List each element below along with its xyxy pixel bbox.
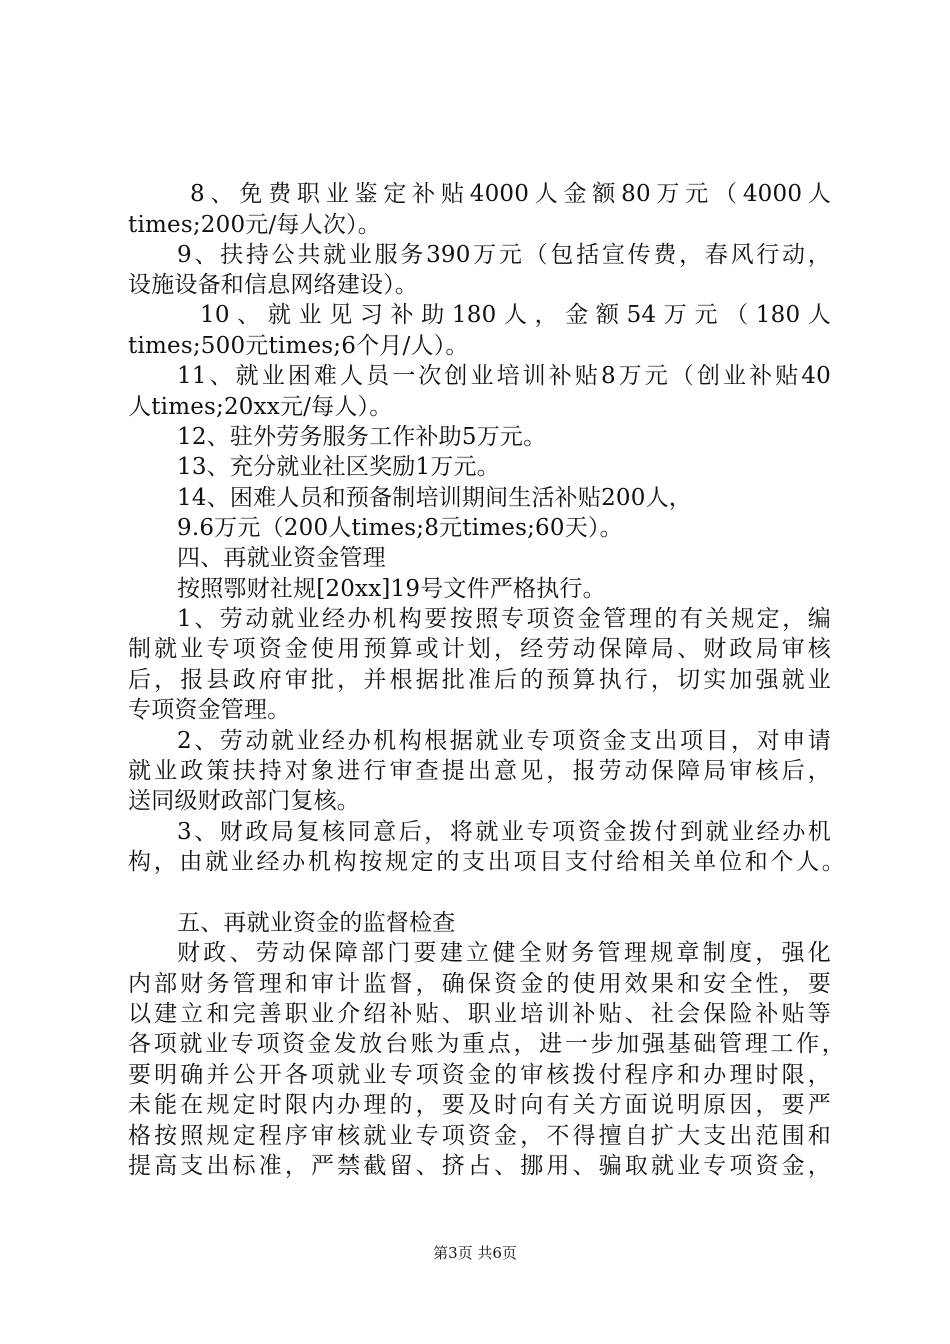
text-line: 设施设备和信息网络建设）。: [128, 272, 419, 298]
text-line: 各项就业专项资金发放台账为重点，进一步加强基础管理工作，: [128, 1031, 845, 1057]
text-line: 人times;20xx元/每人）。: [128, 394, 393, 420]
text-line: 1、劳动就业经办机构要按照专项资金管理的有关规定，编: [177, 606, 831, 632]
text-line: 9.6万元（200人times;8元times;60天）。: [177, 515, 623, 541]
text-line: 后，报县政府审批，并根据批准后的预算执行，切实加强就业: [128, 667, 831, 693]
text-line: 13、充分就业社区奖励1万元。: [177, 454, 500, 480]
text-line: 10、就业见习补助180人，金额54万元（180人: [200, 302, 831, 328]
text-line: 8、免费职业鉴定补贴4000人金额80万元（4000人: [190, 181, 831, 207]
text-line: 内部财务管理和审计监督，确保资金的使用效果和安全性，要: [128, 971, 831, 997]
text-line: 格按照规定程序审核就业专项资金，不得擅自扩大支出范围和: [128, 1123, 831, 1149]
text-line: 要明确并公开各项就业专项资金的审核拨付程序和办理时限，: [128, 1062, 831, 1088]
section-heading: 四、再就业资金管理: [177, 545, 386, 571]
text-line: 就业政策扶持对象进行审查提出意见，报劳动保障局审核后，: [128, 758, 831, 784]
text-line: 制就业专项资金使用预算或计划，经劳动保障局、财政局审核: [128, 636, 831, 662]
page-number-footer: 第3页 共6页: [433, 1244, 517, 1262]
text-line: 专项资金管理。: [128, 697, 291, 723]
text-line: times;500元times;6个月/人）。: [128, 333, 469, 359]
text-line: 未能在规定时限内办理的，要及时向有关方面说明原因，要严: [128, 1092, 831, 1118]
text-line: 14、困难人员和预备制培训期间生活补贴200人，: [177, 485, 692, 511]
text-line: 提高支出标准，严禁截留、挤占、挪用、骗取就业专项资金，: [128, 1153, 831, 1179]
text-line: 12、驻外劳务服务工作补助5万元。: [177, 424, 547, 450]
text-line: times;200元/每人次）。: [128, 212, 381, 238]
text-line: 送同级财政部门复核。: [128, 788, 360, 814]
text-line: 以建立和完善职业介绍补贴、职业培训补贴、社会保险补贴等: [128, 1001, 831, 1027]
text-line: 财政、劳动保障部门要建立健全财务管理规章制度，强化: [177, 940, 831, 966]
text-line: 11、就业困难人员一次创业培训补贴8万元（创业补贴40: [177, 363, 831, 389]
text-line: 按照鄂财社规[20xx]19号文件严格执行。: [177, 576, 606, 602]
section-heading: 五、再就业资金的监督检查: [177, 910, 456, 936]
text-line: 3、财政局复核同意后，将就业专项资金拨付到就业经办机: [177, 819, 831, 845]
text-line: 构，由就业经办机构按规定的支出项目支付给相关单位和个人。: [128, 849, 845, 875]
text-line: 2、劳动就业经办机构根据就业专项资金支出项目，对申请: [177, 728, 831, 754]
text-line: 9、扶持公共就业服务390万元（包括宣传费，春风行动，: [177, 242, 831, 268]
